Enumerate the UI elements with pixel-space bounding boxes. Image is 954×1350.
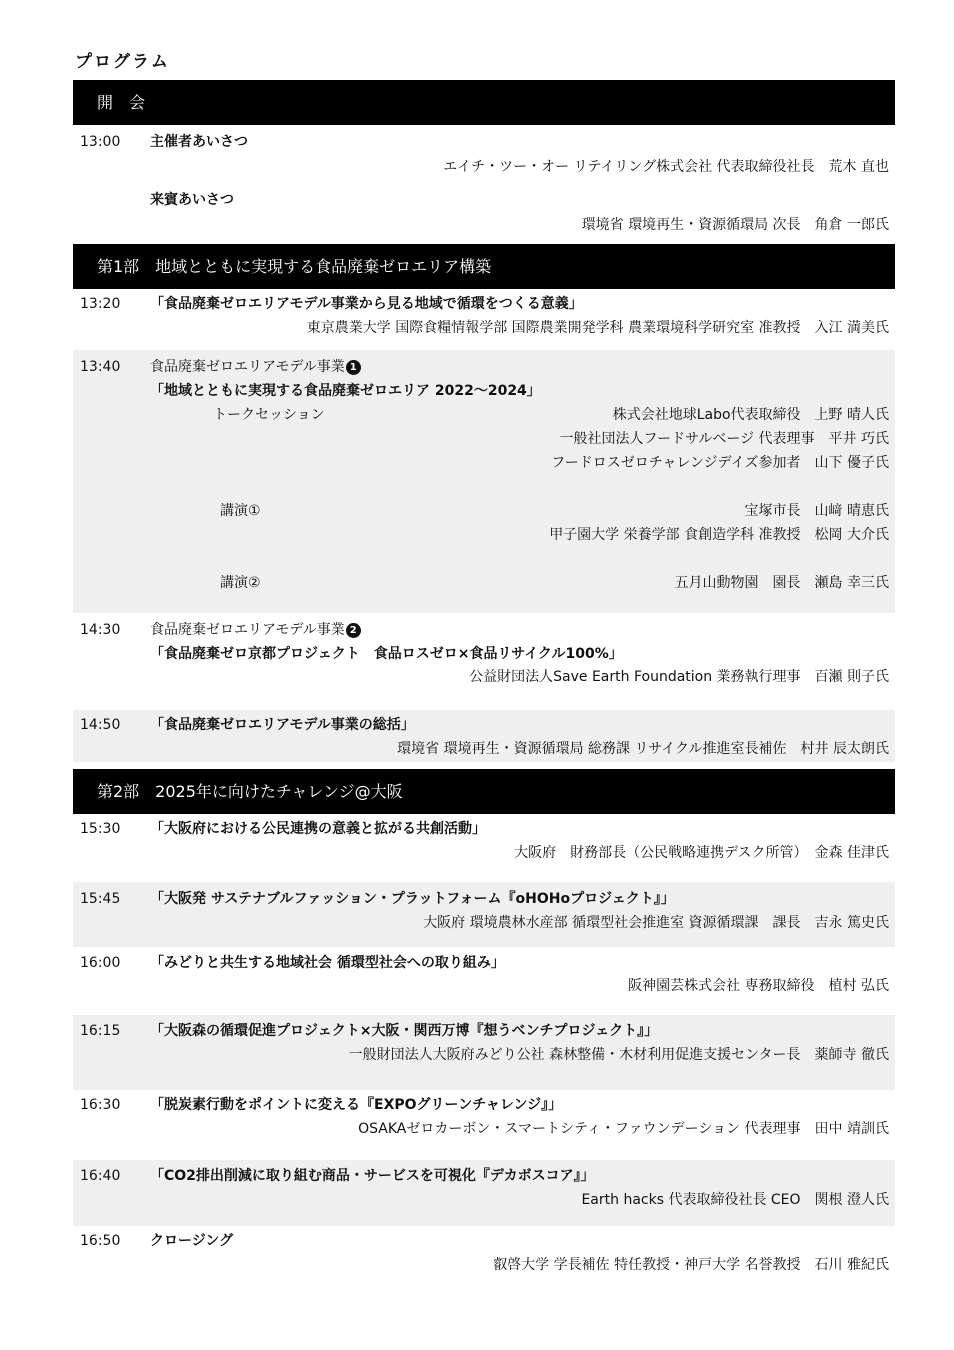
model-project-label: 食品廃棄ゼロエリアモデル事業 [150, 359, 345, 375]
session-speaker-1545: 大阪府 環境農林水産部 循環型社会推進室 資源循環課 課長 吉永 篤史氏 [423, 915, 889, 931]
time-1320: 13:20 [80, 296, 121, 312]
talk-speaker: 一般社団法人フードサルベージ 代表理事 平井 巧氏 [559, 431, 889, 447]
time-1300: 13:00 [80, 134, 121, 150]
host-greeting-speaker: エイチ・ツー・オー リテイリング株式会社 代表取締役社長 荒木 直也 [443, 159, 889, 175]
time-1340: 13:40 [80, 359, 121, 375]
session-title-1450: 「食品廃棄ゼロエリアモデル事業の総括」 [150, 717, 415, 733]
section-part2: 第2部 2025年に向けたチャレンジ@大阪 [73, 769, 895, 814]
time-1600: 16:00 [80, 955, 121, 971]
time-1650: 16:50 [80, 1233, 121, 1249]
lecture1-speaker: 宝塚市長 山﨑 晴恵氏 [744, 503, 889, 519]
session-title-1320: 「食品廃棄ゼロエリアモデル事業から見る地域で循環をつくる意義」 [150, 296, 583, 312]
session-title-1340: 「地域とともに実現する食品廃棄ゼロエリア 2022～2024」 [150, 383, 541, 399]
model-project-label-1 [150, 357, 361, 377]
lecture1-label: 講演① [220, 503, 261, 519]
talk-speaker: フードロスゼロチャレンジデイズ参加者 山下 優子氏 [551, 455, 889, 471]
session-title-1600: 「みどりと共生する地域社会 循環型社会への取り組み」 [150, 955, 505, 971]
lecture2-label: 講演② [220, 575, 261, 591]
time-1430: 14:30 [80, 622, 121, 638]
host-greeting-title: 主催者あいさつ [150, 134, 248, 150]
talk-session-label: トークセッション [213, 407, 325, 423]
model-project-label-2 [150, 620, 361, 640]
page-title: プログラム [75, 52, 170, 72]
session-speaker-1600: 阪神園芸株式会社 専務取締役 植村 弘氏 [628, 978, 889, 994]
session-speaker-1430: 公益財団法人Save Earth Foundation 業務執行理事 百瀬 則子氏 [469, 669, 889, 685]
lecture1-speaker: 甲子園大学 栄養学部 食創造学科 准教授 松岡 大介氏 [549, 527, 889, 543]
session-speaker-1320: 東京農業大学 国際食糧情報学部 国際農業開発学科 農業環境科学研究室 准教授 入江 満美氏 [306, 320, 889, 336]
closing-title: クロージング [150, 1233, 234, 1249]
number-2-icon: 2 [346, 623, 361, 638]
time-1630: 16:30 [80, 1097, 121, 1113]
session-title-1545: 「大阪発 サステナブルファッション・プラットフォーム『oHOHoプロジェクト』」 [150, 891, 675, 907]
guest-greeting-speaker: 環境省 環境再生・資源循環局 次長 角倉 一郎氏 [581, 217, 889, 233]
session-title-1640: 「CO2排出削減に取り組む商品・サービスを可視化『デカボスコア』」 [150, 1168, 595, 1184]
section-part1: 第1部 地域とともに実現する食品廃棄ゼロエリア構築 [73, 244, 895, 289]
session-speaker-1615: 一般財団法人大阪府みどり公社 森林整備・木材利用促進支援センター長 薬師寺 徹氏 [348, 1047, 889, 1063]
time-1530: 15:30 [80, 821, 121, 837]
talk-speaker: 株式会社地球Labo代表取締役 上野 晴人氏 [612, 407, 889, 423]
model-project-label: 食品廃棄ゼロエリアモデル事業 [150, 622, 345, 638]
session-speaker-1450: 環境省 環境再生・資源循環局 総務課 リサイクル推進室長補佐 村井 辰太朗氏 [397, 741, 889, 757]
session-speaker-1640: Earth hacks 代表取締役社長 CEO 関根 澄人氏 [581, 1192, 889, 1208]
time-1615: 16:15 [80, 1023, 121, 1039]
time-1545: 15:45 [80, 891, 121, 907]
section-opening: 開 会 [73, 80, 895, 125]
time-1450: 14:50 [80, 717, 121, 733]
session-speaker-1630: OSAKAゼロカーボン・スマートシティ・ファウンデーション 代表理事 田中 靖訓氏 [358, 1121, 889, 1137]
session-title-1630: 「脱炭素行動をポイントに変える『EXPOグリーンチャレンジ』」 [150, 1097, 563, 1113]
guest-greeting-title: 来賓あいさつ [150, 192, 234, 208]
session-title-1430: 「食品廃棄ゼロ京都プロジェクト 食品ロスゼロ×食品リサイクル100%」 [150, 646, 623, 662]
lecture2-speaker: 五月山動物園 園長 瀬島 幸三氏 [674, 575, 889, 591]
session-speaker-1530: 大阪府 財務部長（公民戦略連携デスク所管） 金森 佳津氏 [514, 845, 889, 861]
session-title-1530: 「大阪府における公民連携の意義と拡がる共創活動」 [150, 821, 486, 837]
time-1640: 16:40 [80, 1168, 121, 1184]
session-title-1615: 「大阪森の循環促進プロジェクト×大阪・関西万博『想うベンチプロジェクト』」 [150, 1023, 659, 1039]
closing-speaker: 叡啓大学 学長補佐 特任教授・神戸大学 名誉教授 石川 雅紀氏 [493, 1257, 889, 1273]
number-1-icon: 1 [346, 360, 361, 375]
